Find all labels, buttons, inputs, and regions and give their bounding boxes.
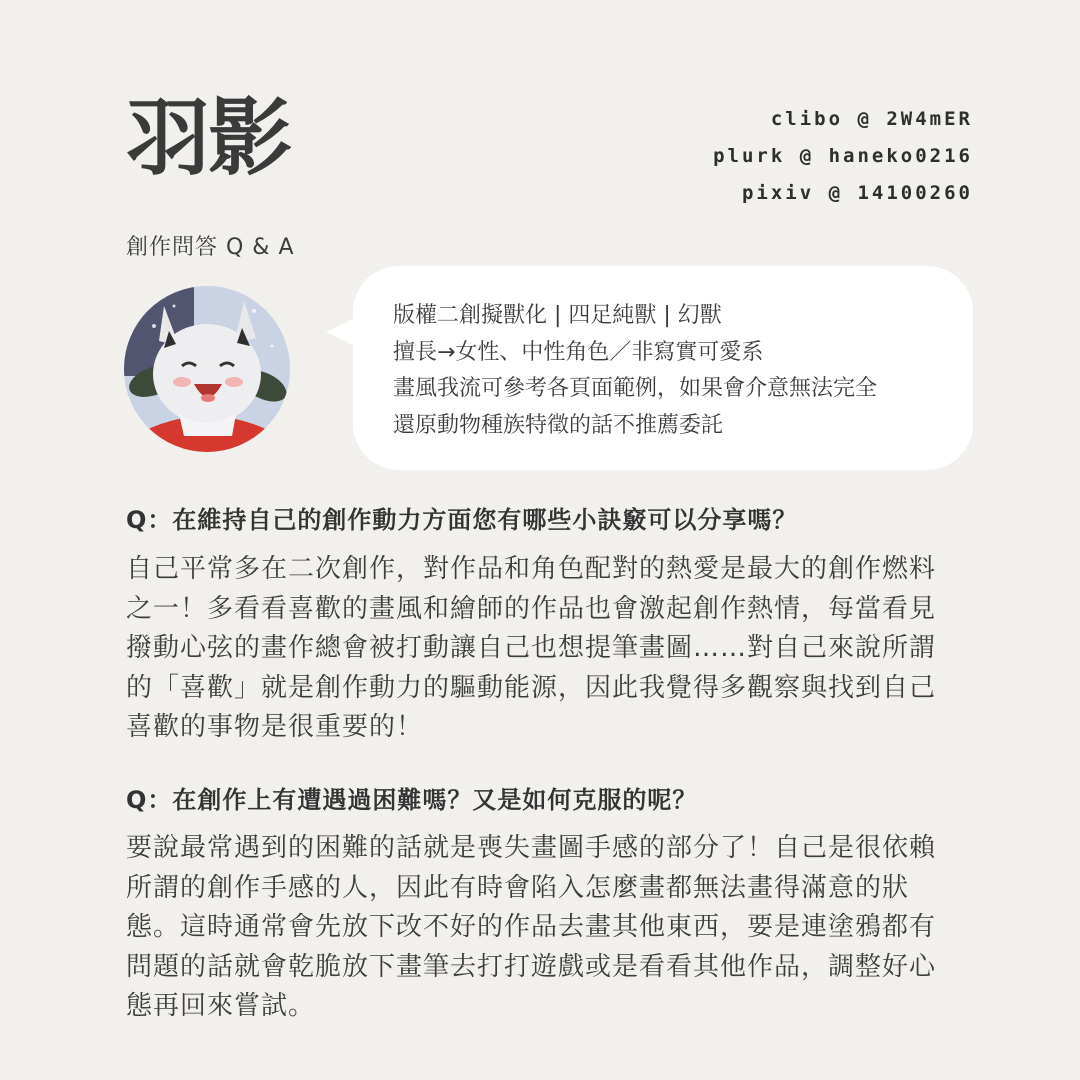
answer-line: 態。這時通常會先放下改不好的作品去畫其他東西，要是連塗鴉都有 [126,912,937,942]
clibo-handle: clibo @ 2W4mER [770,108,973,130]
profile-description [393,298,877,444]
answer-2 [126,829,966,1027]
answer-line: 撥動心弦的畫作總會被打動讓自己也想提筆畫圖……對自己來說所謂 [126,633,937,663]
character-avatar-icon [124,286,290,452]
answer-line: 自己平常多在二次創作，對作品和角色配對的熱愛是最大的創作燃料 [126,554,937,584]
question-1: Q：在維持自己的創作動力方面您有哪些小訣竅可以分享嗎？ [126,506,798,534]
answer-line: 的「喜歡」就是創作動力的驅動能源，因此我覺得多觀察與找到自己 [126,672,937,703]
answer-line: 要說最常遇到的困難的話就是喪失畫圖手感的部分了！自己是很依賴 [126,833,937,863]
answer-1 [126,550,966,748]
social-handles [713,104,973,215]
pixiv-handle: pixiv @ 14100260 [741,182,973,204]
avatar [124,286,290,452]
profile-line: 畫風我流可參考各頁面範例，如果會介意無法完全 [393,376,878,401]
answer-line: 所謂的創作手感的人，因此有時會陷入怎麼畫都無法畫得滿意的狀 [126,872,910,903]
profile-line: 還原動物種族特徵的話不推薦委託 [393,412,724,438]
question-2: Q：在創作上有遭遇過困難嗎？又是如何克服的呢？ [126,786,698,814]
page-subtitle: 創作問答 Q & A [126,235,295,260]
answer-line: 態再回來嘗試。 [126,991,316,1021]
speech-bubble-tail [326,318,356,346]
profile-line: 版權二創擬獸化 | 四足純獸 | 幻獸 [393,303,722,328]
plurk-handle: plurk @ haneko0216 [713,145,973,167]
answer-line: 問題的話就會乾脆放下畫筆去打打遊戲或是看看其他作品，調整好心 [126,951,937,982]
profile-line: 擅長→女性、中性角色／非寫實可愛系 [393,339,764,365]
answer-line: 喜歡的事物是很重要的！ [126,712,424,742]
page-title: 羽影 [126,89,291,187]
answer-line: 之一！多看看喜歡的畫風和繪師的作品也會激起創作熱情，每當看見 [126,593,937,624]
